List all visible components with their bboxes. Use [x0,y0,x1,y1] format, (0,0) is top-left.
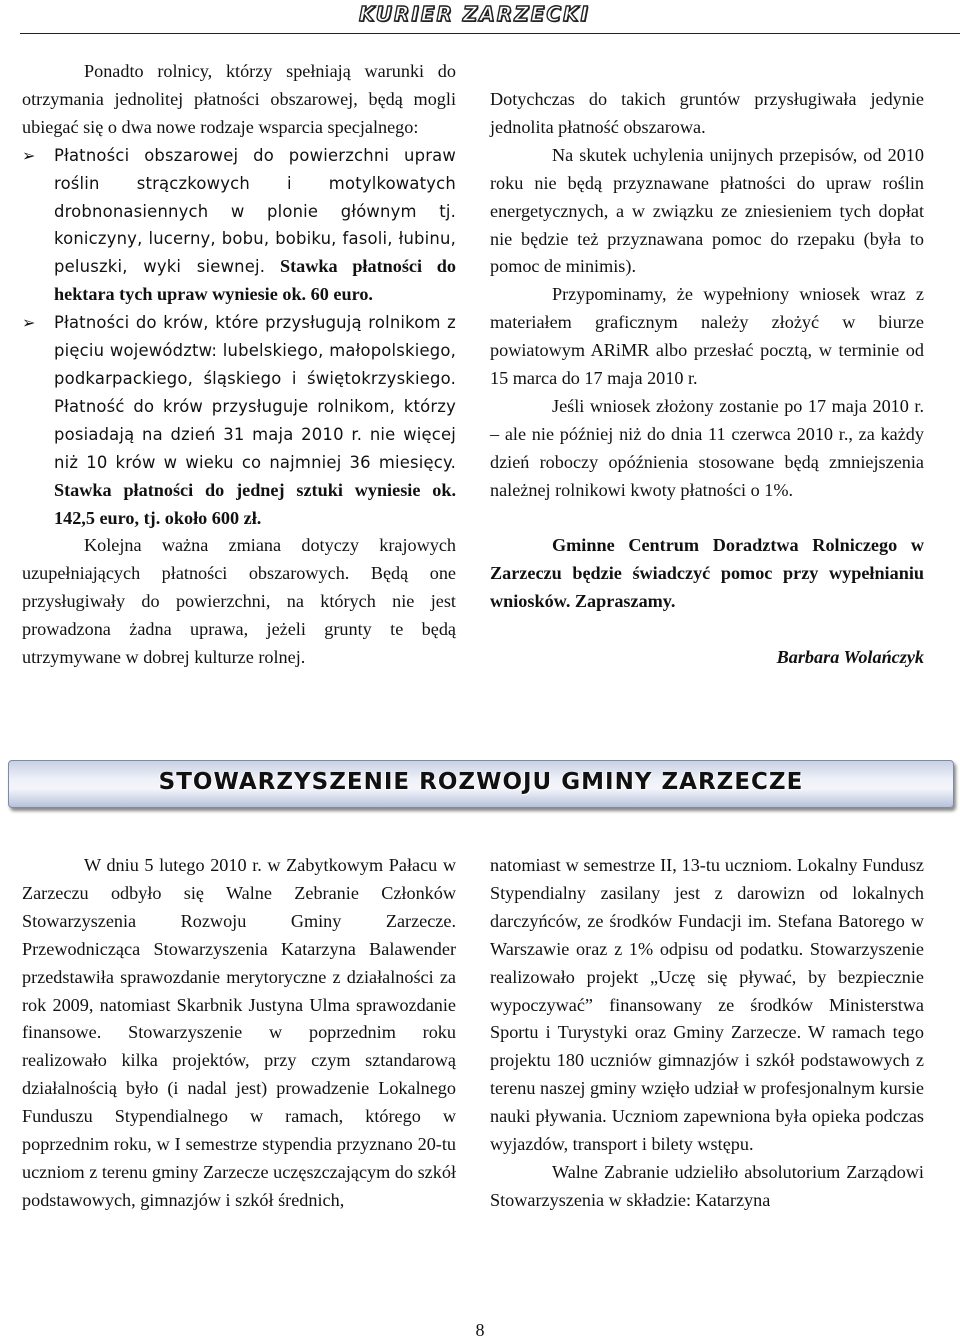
masthead-rule [20,33,960,34]
list-item [22,142,456,309]
author-signature: Barbara Wolańczyk [776,647,924,668]
article-column-right-bottom [490,852,924,1215]
list-item [22,309,456,532]
spacer [490,616,924,644]
masthead [0,0,960,34]
notice-paragraph: Gminne Centrum Doradztwa Rolniczego w Zarzeczu będzie świadczyć pomoc przy wypełnianiu wniosków. Zapraszamy. [490,535,924,612]
support-list [22,142,456,533]
closing-paragraph: Kolejna ważna zmiana dotyczy krajowych uzupełniających płatności obszarowych. Będą one przysługiwały do powierzchni, na których nie jest prowadzona żadna uprawa, jeżeli grunty te będą utrzymywane w dobrej kulturze rolnej. [22,535,456,668]
article-column-left-top [22,58,456,672]
bullet-rate: Stawka płatności do jednej sztuki wyniesie ok. 142,5 euro, tj. około 600 zł. [54,479,456,528]
paragraph: Dotychczas do takich gruntów przysługiwała jedynie jednolita płatność obszarowa. [490,89,924,137]
bullet-rate: Stawka płatności do hektara tych upraw wyniesie ok. 60 euro. [54,256,456,305]
article-column-left-bottom [22,852,456,1215]
paragraph: Przypominamy, że wypełniony wniosek wraz z materiałem graficznym należy złożyć w biurze powiatowym ARiMR albo przesłać pocztą, w terminie od 15 marca do 17 maja 2010 r. [490,284,924,389]
bullet-text: Płatności do krów, które przysługują rolnikom z pięciu województw: lubelskiego, małopolskiego, podkarpackiego, śląskiego i świętokrzyskiego. Płatność do krów przysługuje rolnikom, którzy posiadają na dzień 31 maja 2010 r. nie więcej niż 10 krów w wieku co najmniej 36 miesięcy. [54,313,456,472]
page-number: 8 [475,1320,485,1340]
arrow-bullet-icon: ➢ [22,313,36,333]
spacer [490,505,924,533]
section-banner [8,760,954,808]
paragraph: natomiast w semestrze II, 13-tu uczniom. Lokalny Fundusz Stypendialny zasilany jest z darowizn od lokalnych darczyńców, ze środków Fundacji im. Stefana Batorego w Warszawie oraz z 1% odpisu od podatku. Stowarzyszenie realizowało projekt „Uczę się pływać, by bezpiecznie wypoczywać” finansowany ze środków Ministerstwa Sportu i Turystyki oraz Gminy Zarzecze. W ramach tego projektu 180 uczniów gimnazjów i szkół podstawowych z terenu naszej gminy wzięło udział w profesjonalnym kursie nauki pływania. Uczniom zapewniona była opieka podczas wyjazdów, transport i bilety wstępu. [490,855,924,1155]
paragraph: Na skutek uchylenia unijnych przepisów, od 2010 roku nie będą przyznawane płatności do upraw roślin energetycznych, a w związku ze zniesieniem tych dopłat nie będzie też przyznawana pomoc do rzepaku (była to pomoc de minimis). [490,144,924,277]
paragraph: Jeśli wniosek złożony zostanie po 17 maja 2010 r. – ale nie później niż do dnia 11 czerwca 2010 r., za każdy dzień roboczy opóźnienia stosowane będą zmniejszenia należnej rolnikowi kwoty płatności o 1%. [490,395,924,500]
arrow-bullet-icon: ➢ [22,145,36,165]
masthead-title: KURIER ZARZECKI [358,2,590,26]
intro-paragraph: Ponadto rolnicy, którzy spełniają warunki do otrzymania jednolitej płatności obszarowej, będą mogli ubiegać się o dwa nowe rodzaje wsparcia specjalnego: [22,61,456,137]
section-title: STOWARZYSZENIE ROZWOJU GMINY ZARZECZE [158,769,804,795]
paragraph: W dniu 5 lutego 2010 r. w Zabytkowym Pałacu w Zarzeczu odbyło się Walne Zebranie Członków Stowarzyszenia Rozwoju Gminy Zarzecze. Przewodnicząca Stowarzyszenia Katarzyna Balawender przedstawiła sprawozdanie merytoryczne z działalności za rok 2009, natomiast Skarbnik Justyna Ulma sprawozdanie finansowe. Stowarzyszenie w poprzednim roku realizowało kilka projektów, przy czym sztandarową działalnością było (i nadal jest) prowadzenie Lokalnego Funduszu Stypendialnego w ramach, którego w poprzednim roku, w I semestrze stypendia przyznano 20-tu uczniom z terenu gminy Zarzecze uczęszczającym do szkół podstawowych, gimnazjów i szkół średnich, [22,855,456,1210]
paragraph: Walne Zabranie udzieliło absolutorium Zarządowi Stowarzyszenia w składzie: Katarzyna [490,1161,924,1210]
bullet-text: Płatności obszarowej do powierzchni upraw roślin strączkowych i motylkowatych drobnonasiennych w plonie głównym tj. koniczyny, lucerny, bobu, bobiku, fasoli, łubinu, peluszki, wyki siewnej. [54,145,456,277]
article-column-right-top [490,86,924,672]
